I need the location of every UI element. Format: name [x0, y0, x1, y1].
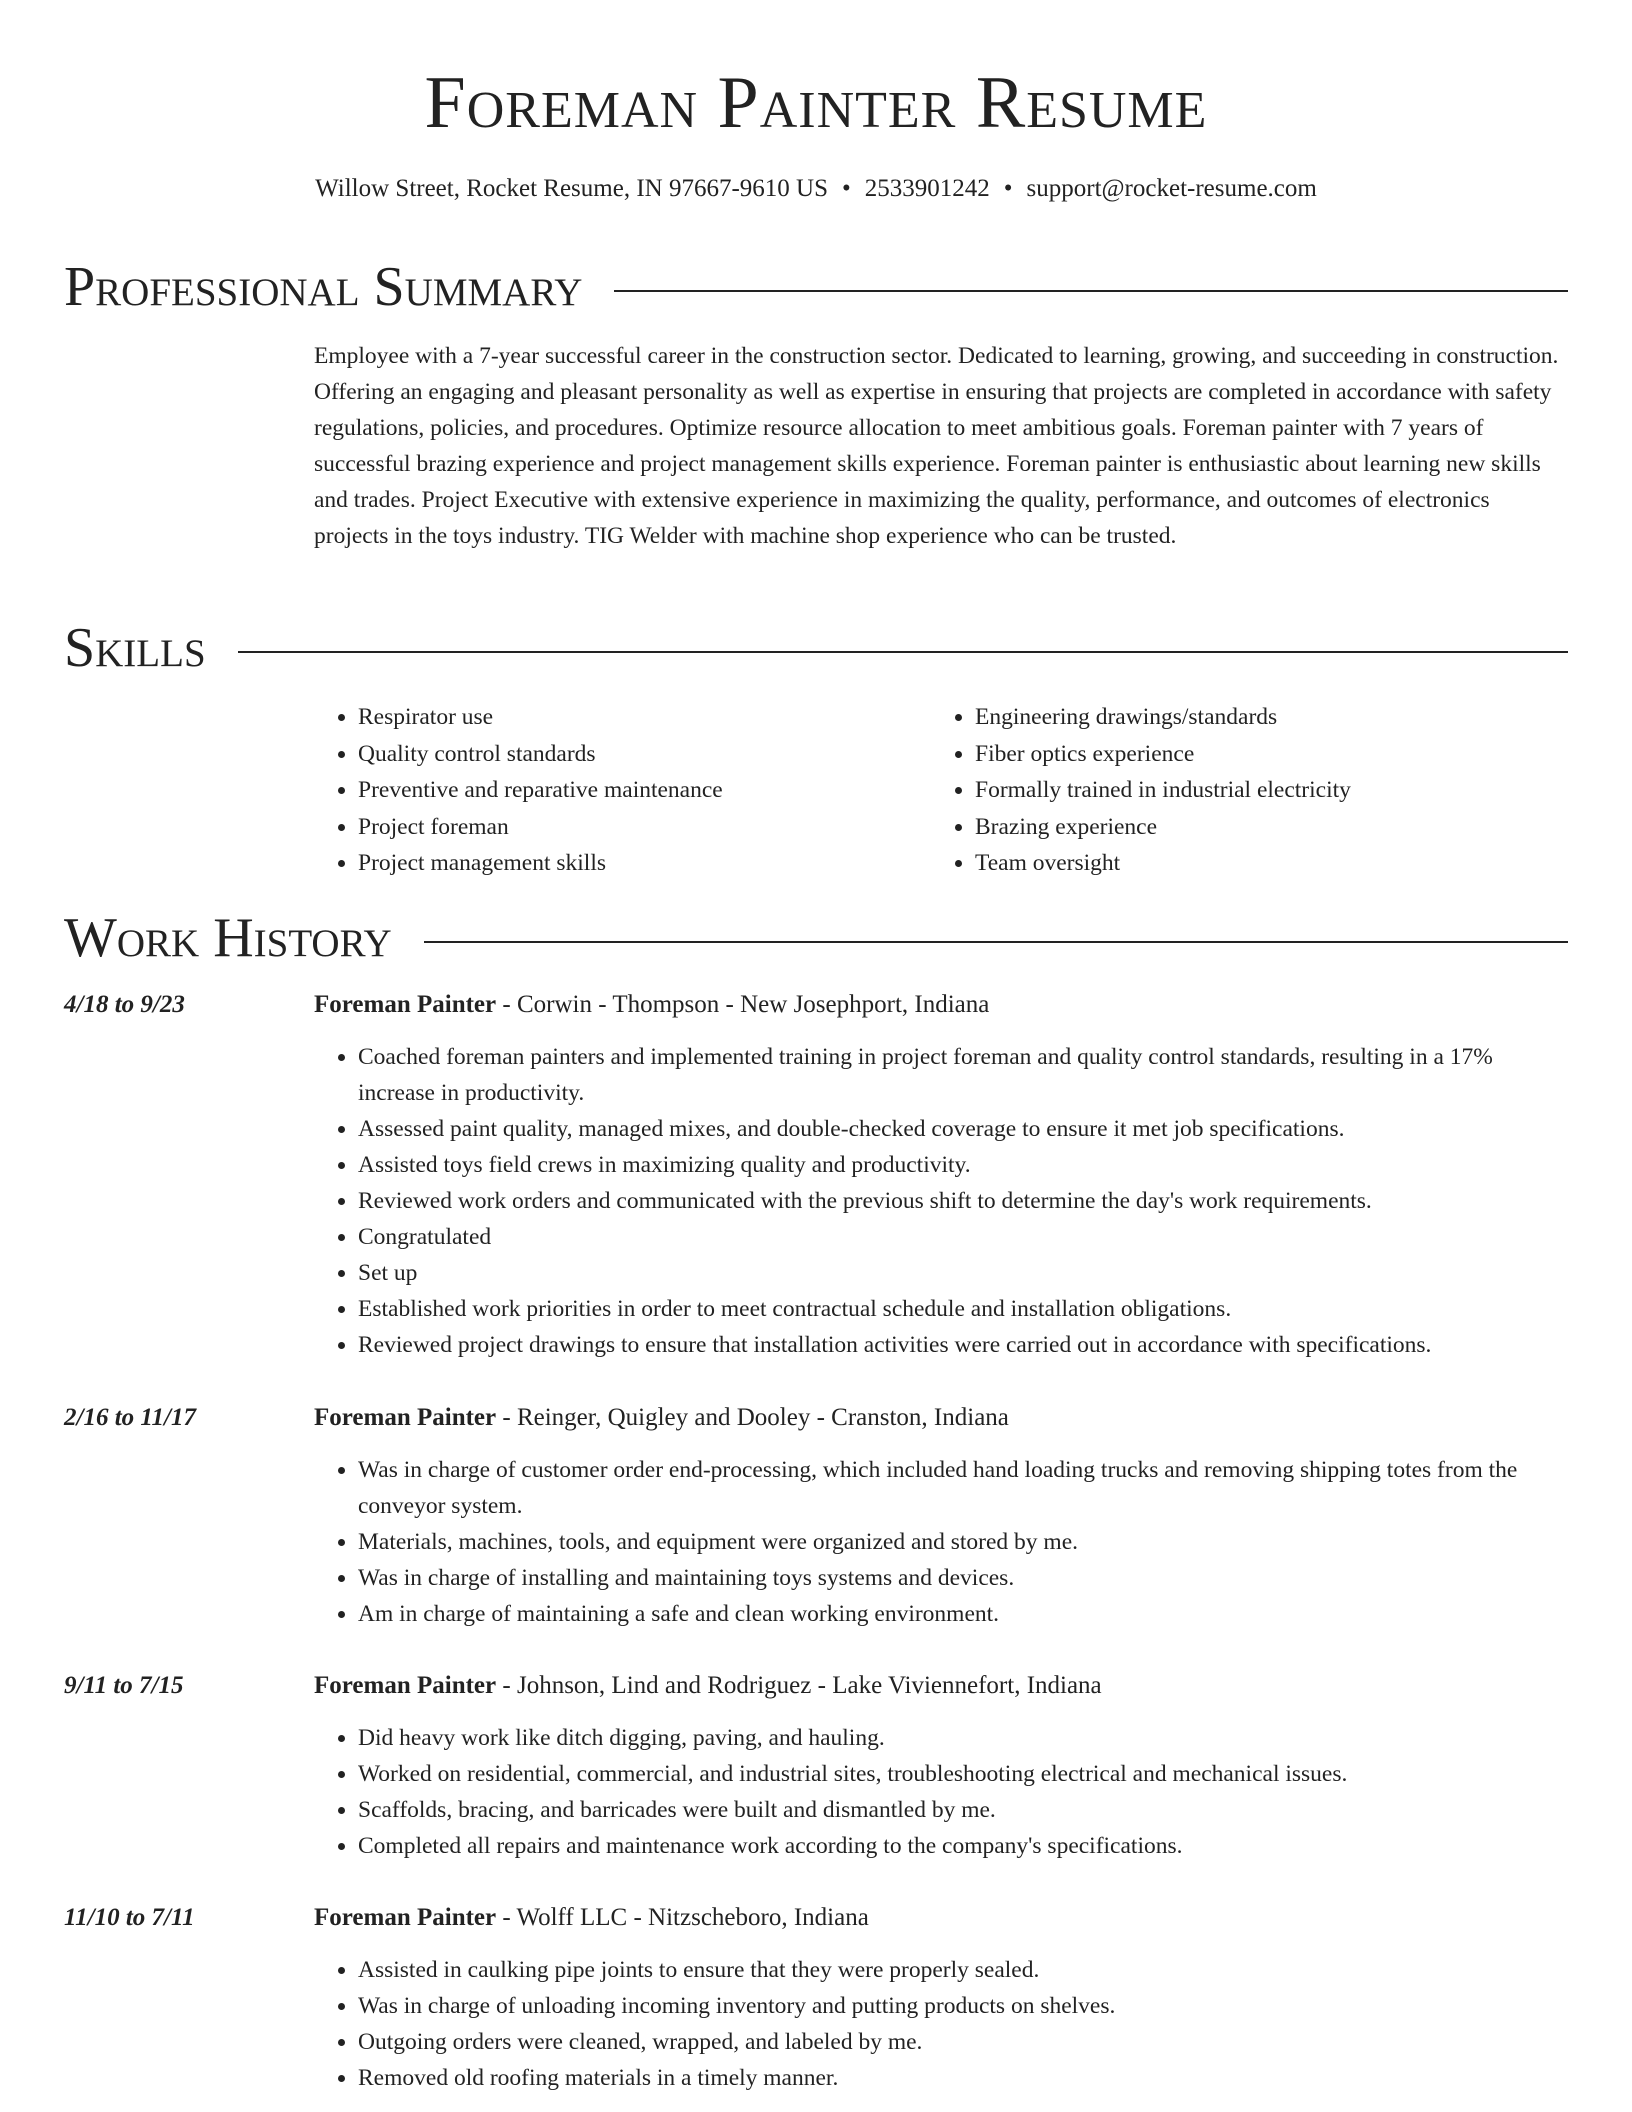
- skill-item: • Formally trained in industrial electricity: [975, 772, 1548, 809]
- job-title: Foreman Painter: [314, 1672, 497, 1699]
- job-bullet: • Assessed paint quality, managed mixes, and double-checked coverage to ensure it met job specifications.: [358, 1111, 1568, 1147]
- section-divider: [614, 290, 1568, 292]
- job-bullet: • Did heavy work like ditch digging, paving, and hauling.: [358, 1720, 1568, 1756]
- job-bullet: • Outgoing orders were cleaned, wrapped, and labeled by me.: [358, 2024, 1568, 2060]
- section-divider: [238, 651, 1568, 653]
- job-bullet: • Congratulated: [358, 1219, 1568, 1255]
- job-bullet: • Was in charge of unloading incoming inventory and putting products on shelves.: [358, 1988, 1568, 2024]
- skill-item: • Engineering drawings/standards: [975, 699, 1548, 736]
- job-dates: 11/10 to 7/11: [64, 1904, 195, 1931]
- job-bullet: • Reviewed work orders and communicated with the previous shift to determine the day's work requirements.: [358, 1183, 1568, 1219]
- job-bullet: • Scaffolds, bracing, and barricades were built and dismantled by me.: [358, 1792, 1568, 1828]
- job-bullet: • Was in charge of installing and maintaining toys systems and devices.: [358, 1560, 1568, 1596]
- contact-separator: •: [1003, 175, 1013, 202]
- job-bullet: • Reviewed project drawings to ensure that installation activities were carried out in accordance with specifications.: [358, 1327, 1568, 1363]
- skills-column-right: [931, 699, 1548, 882]
- work-heading: Work History: [64, 907, 392, 969]
- summary-heading: Professional Summary: [64, 256, 583, 318]
- job-employer: - Johnson, Lind and Rodriguez - Lake Viviennefort, Indiana: [496, 1672, 1102, 1699]
- job-heading: [314, 1900, 869, 1936]
- job-employer: - Reinger, Quigley and Dooley - Cranston, Indiana: [496, 1404, 1009, 1431]
- job-title: Foreman Painter: [314, 991, 497, 1018]
- job-heading: [314, 987, 989, 1023]
- job-employer: - Corwin - Thompson - New Josephport, Indiana: [496, 991, 990, 1018]
- job-title: Foreman Painter: [314, 1904, 497, 1931]
- job-bullet: • Set up: [358, 1255, 1568, 1291]
- contact-line: [0, 172, 1632, 206]
- job-bullet: • Am in charge of maintaining a safe and clean working environment.: [358, 1596, 1568, 1632]
- job-bullet: • Assisted in caulking pipe joints to ensure that they were properly sealed.: [358, 1952, 1568, 1988]
- job-bullet: • Worked on residential, commercial, and industrial sites, troubleshooting electrical and mechanical issues.: [358, 1756, 1568, 1792]
- job-dates: 9/11 to 7/15: [64, 1672, 184, 1699]
- summary-section-header: [64, 255, 1568, 319]
- resume-title: Foreman Painter Resume: [424, 62, 1208, 144]
- job-employer: - Wolff LLC - Nitzscheboro, Indiana: [496, 1904, 869, 1931]
- skill-item: • Project foreman: [358, 809, 931, 846]
- contact-phone: 2533901242: [864, 175, 990, 202]
- skill-item: • Project management skills: [358, 845, 931, 882]
- skills-list: [314, 699, 1568, 882]
- job-dates: 4/18 to 9/23: [64, 991, 185, 1018]
- job-bullet: • Materials, machines, tools, and equipment were organized and stored by me.: [358, 1524, 1568, 1560]
- job-bullet: • Completed all repairs and maintenance work according to the company's specifications.: [358, 1828, 1568, 1864]
- skill-item: • Quality control standards: [358, 736, 931, 773]
- job-bullet: • Established work priorities in order to meet contractual schedule and installation obligations.: [358, 1291, 1568, 1327]
- job-bullets: [314, 1952, 1568, 2096]
- job-bullets: [314, 1039, 1568, 1363]
- job-title: Foreman Painter: [314, 1404, 497, 1431]
- skills-column-left: [314, 699, 931, 882]
- job-bullet: • Coached foreman painters and implemented training in project foreman and quality control standards, resulting in a 17% increase in productivity.: [358, 1039, 1568, 1111]
- skill-item: • Preventive and reparative maintenance: [358, 772, 931, 809]
- job-heading: [314, 1400, 1009, 1436]
- job-heading: [314, 1668, 1102, 1704]
- contact-email: support@rocket-resume.com: [1026, 175, 1317, 202]
- job-bullet: • Assisted toys field crews in maximizing quality and productivity.: [358, 1147, 1568, 1183]
- job-dates: 2/16 to 11/17: [64, 1404, 196, 1431]
- skill-item: • Fiber optics experience: [975, 736, 1548, 773]
- summary-text: Employee with a 7-year successful career in the construction sector. Dedicated to learning, growing, and succeeding in construction. Offering an engaging and pleasant personality as well as expertise in ensuring that projects are completed in accordance with safety regulations, policies, and procedures. Optimize resource allocation to meet ambitious goals. Foreman painter with 7 years of successful brazing experience and project management skills experience. Foreman painter is enthusiastic about learning new skills and trades. Project Executive with extensive experience in maximizing the quality, performance, and outcomes of electronics projects in the toys industry. TIG Welder with machine shop experience who can be trusted.: [314, 343, 1559, 549]
- job-bullet: • Was in charge of customer order end-processing, which included hand loading trucks and removing shipping totes from the conveyor system.: [358, 1452, 1568, 1524]
- contact-separator: •: [842, 175, 851, 202]
- skill-item: • Brazing experience: [975, 809, 1548, 846]
- section-divider: [424, 941, 1568, 943]
- job-bullet: • Removed old roofing materials in a timely manner.: [358, 2060, 1568, 2096]
- job-bullets: [314, 1452, 1568, 1632]
- skill-item: • Team oversight: [975, 845, 1548, 882]
- contact-address: Willow Street, Rocket Resume, IN 97667-9610 US: [315, 175, 828, 202]
- skills-section-header: [64, 616, 1568, 680]
- skill-item: • Respirator use: [358, 699, 931, 736]
- work-section-header: [64, 906, 1568, 970]
- skills-heading: Skills: [64, 617, 206, 679]
- job-bullets: [314, 1720, 1568, 1864]
